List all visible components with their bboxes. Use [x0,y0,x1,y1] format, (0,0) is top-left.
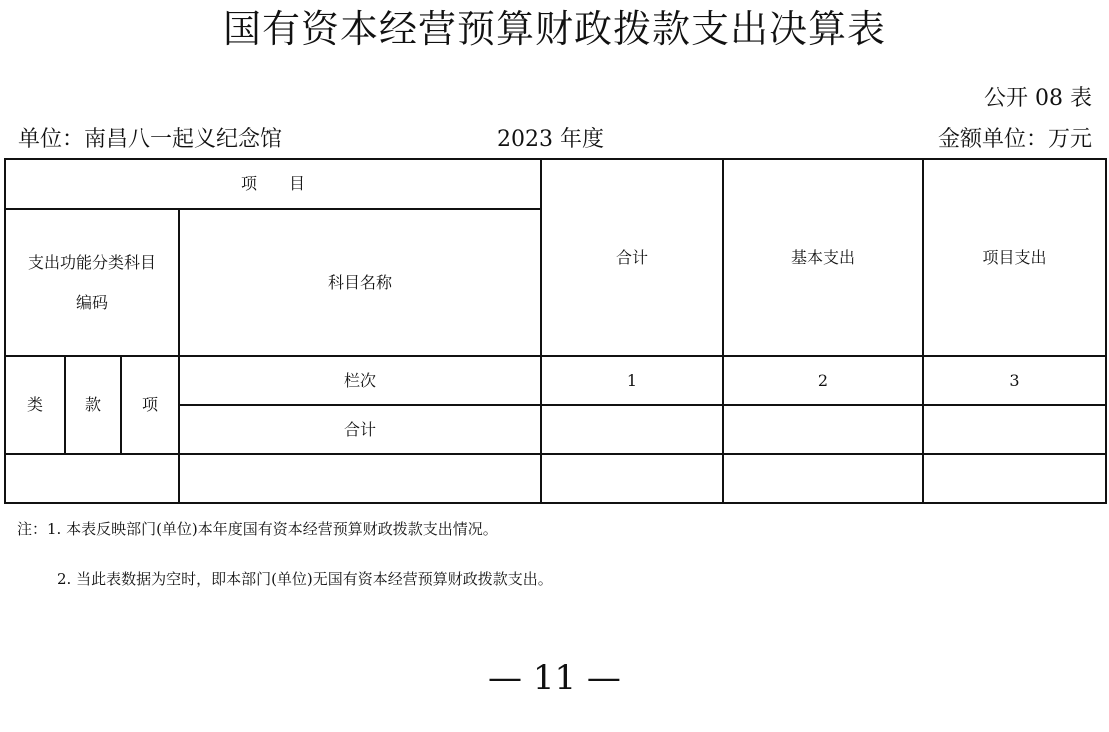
note-2: 2. 当此表数据为空时，即本部门(单位)无国有资本经营预算财政拨款支出。 [57,570,553,588]
header-function-code: 支出功能分类科目编码 [27,252,156,312]
meta-row [18,125,1092,155]
total-value-3 [923,405,1106,454]
form-number: 公开 08 表 [984,86,1092,111]
note-1: 注：1. 本表反映部门(单位)本年度国有资本经营预算财政拨款支出情况。 [17,520,498,538]
amount-unit: 金额单位：万元 [937,127,1092,152]
reporting-unit: 单位：南昌八一起义纪念馆 [18,127,283,152]
total-value-1 [541,405,723,454]
header-item: 项 目 [5,159,541,209]
empty-data-row [5,454,1106,503]
header-xiang: 项 [121,356,179,454]
header-subject-name: 科目名称 [179,209,541,356]
expenditure-table [4,158,1107,504]
page-number: — 11 — [488,658,621,698]
header-code-cell [5,209,179,356]
page-title: 国有资本经营预算财政拨款支出决算表 [222,7,886,51]
total-label: 合计 [179,405,541,454]
empty-project-cell [923,454,1106,503]
header-kuan: 款 [65,356,121,454]
empty-total-cell [541,454,723,503]
empty-name-cell [179,454,541,503]
column-number-1: 1 [541,356,723,405]
empty-code-cell [5,454,179,503]
header-lei: 类 [5,356,65,454]
column-number-3: 3 [923,356,1106,405]
header-row-1 [5,159,1106,209]
column-number-row [5,356,1106,405]
column-number-2: 2 [723,356,923,405]
empty-basic-cell [723,454,923,503]
column-number-label: 栏次 [179,356,541,405]
header-total: 合计 [541,159,723,356]
header-project-expenditure: 项目支出 [923,159,1106,356]
fiscal-year: 2023 年度 [497,127,604,152]
header-basic-expenditure: 基本支出 [723,159,923,356]
total-value-2 [723,405,923,454]
